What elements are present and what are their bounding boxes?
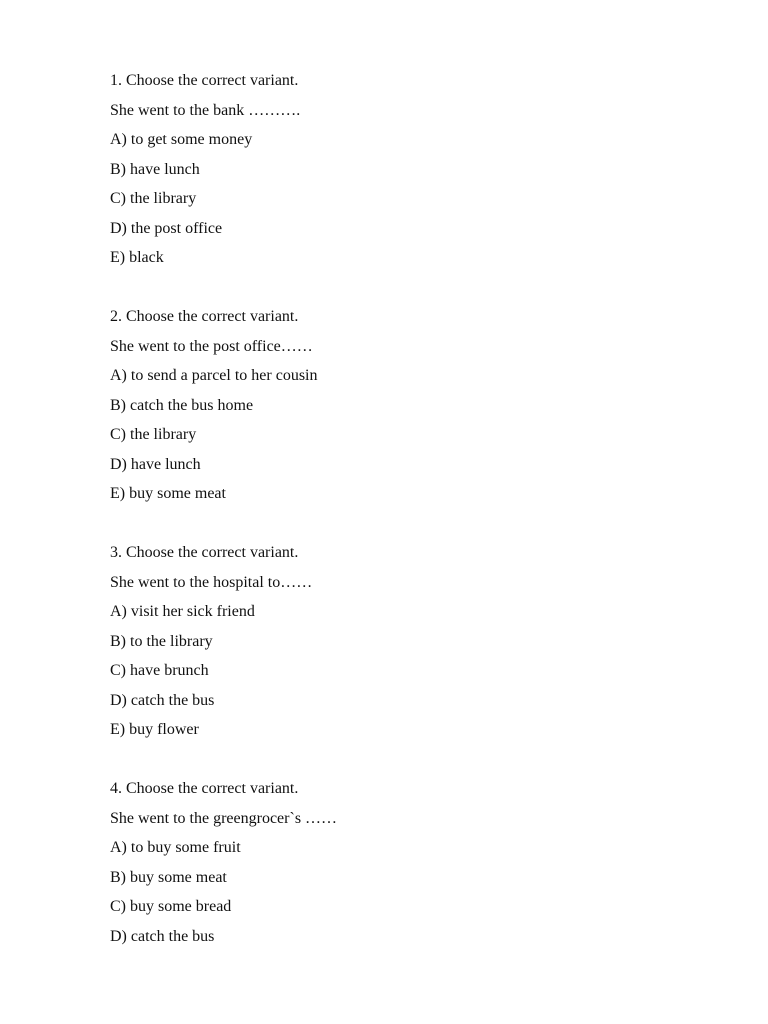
- question-1: [110, 66, 670, 273]
- question-3: [110, 538, 670, 745]
- option-e: E) buy some meat: [110, 485, 226, 502]
- option-e: E) buy flower: [110, 721, 199, 738]
- option-a: A) to send a parcel to her cousin: [110, 367, 318, 384]
- question-2: [110, 302, 670, 509]
- option-c: C) the library: [110, 426, 197, 443]
- question-4: [110, 774, 670, 951]
- option-b: B) catch the bus home: [110, 396, 254, 414]
- option-d: D) catch the bus: [110, 927, 215, 945]
- question-title: 3. Choose the correct variant.: [110, 544, 299, 561]
- question-prompt: She went to the hospital to……: [110, 573, 313, 591]
- quiz-content: [110, 66, 670, 981]
- question-prompt: She went to the post office……: [110, 337, 313, 355]
- question-prompt: She went to the bank ……….: [110, 101, 301, 119]
- option-e: E) black: [110, 249, 164, 266]
- option-b: B) to the library: [110, 632, 213, 650]
- option-a: A) to buy some fruit: [110, 839, 241, 856]
- option-c: C) the library: [110, 190, 197, 207]
- option-d: D) have lunch: [110, 455, 201, 473]
- question-prompt: She went to the greengrocer`s ……: [110, 809, 338, 827]
- question-title: 4. Choose the correct variant.: [110, 780, 299, 797]
- option-a: A) to get some money: [110, 131, 253, 148]
- option-a: A) visit her sick friend: [110, 603, 255, 620]
- option-d: D) catch the bus: [110, 691, 215, 709]
- option-b: B) have lunch: [110, 160, 200, 178]
- option-c: C) buy some bread: [110, 898, 232, 915]
- question-title: 2. Choose the correct variant.: [110, 308, 299, 325]
- option-d: D) the post office: [110, 219, 223, 237]
- question-title: 1. Choose the correct variant.: [110, 72, 299, 89]
- option-c: C) have brunch: [110, 662, 209, 679]
- option-b: B) buy some meat: [110, 868, 227, 886]
